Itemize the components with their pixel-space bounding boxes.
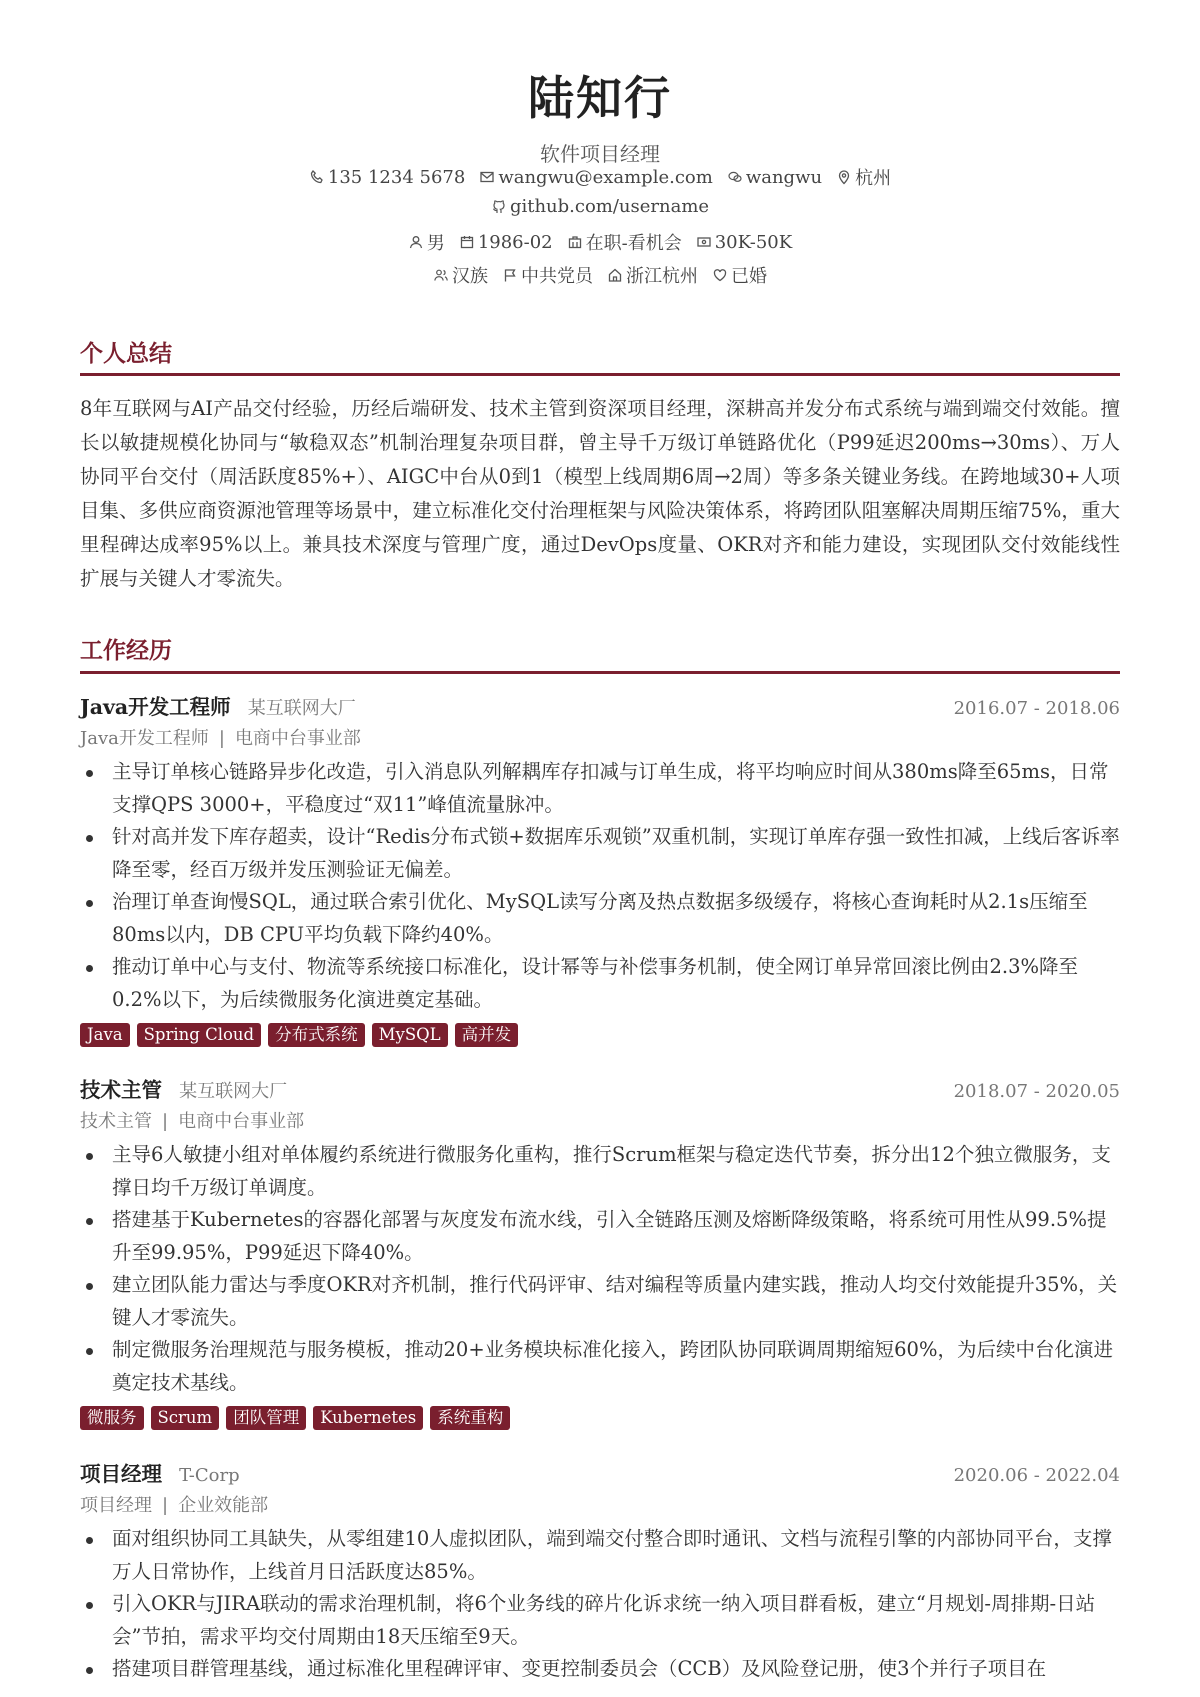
job-position: 技术主管 [80,1111,152,1132]
personal-status [567,229,682,255]
job-date: 2018.07 - 2020.05 [953,1081,1120,1102]
personal-line-1 [0,229,1200,255]
skill-tag: Java [80,1023,130,1047]
experience-divider [80,671,1120,674]
location-icon [836,169,852,185]
job-title: Java开发工程师 [80,695,231,719]
job-company: 某互联网大厂 [247,698,356,719]
skill-tag: 微服务 [80,1406,144,1430]
heart-icon [712,267,728,283]
job-bullet: 主导订单核心链路异步化改造，引入消息队列解耦库存扣减与订单生成，将平均响应时间从380ms降至65ms，日常支撑QPS 3000+，平稳度过“双11”峰值流量脉冲。 [80,756,1120,821]
personal-hometown [607,262,698,288]
contact-wechat[interactable] [727,167,822,188]
mail-icon [479,169,495,185]
candidate-role: 软件项目经理 [540,142,660,166]
ethnicity-text: 汉族 [452,266,488,287]
skill-tag: Scrum [151,1406,220,1430]
contact-github[interactable] [491,196,709,217]
skill-tag: 团队管理 [226,1406,306,1430]
job-subtitle [80,722,1120,756]
group-icon [433,267,449,283]
phone-icon [309,169,325,185]
job-header [80,690,1120,722]
marital-text: 已婚 [731,266,767,287]
salary-text: 30K-50K [714,231,793,253]
status-text: 在职-看机会 [585,233,682,254]
summary-divider [80,373,1120,376]
birth-text: 1986-02 [477,231,553,253]
job-bullet: 搭建项目群管理基线，通过标准化里程碑评审、变更控制委员会（CCB）及风险登记册，使3个并行子项目在 [80,1653,1120,1686]
github-text: github.com/username [509,196,710,217]
personal-gender [408,229,445,255]
city-text: 杭州 [855,168,892,189]
job-bullet: 搭建基于Kubernetes的容器化部署与灰度发布流水线，引入全链路压测及熔断降级策略，将系统可用性从99.5%提升至99.95%，P99延迟下降40%。 [80,1204,1120,1269]
wechat-text: wangwu [745,166,823,188]
job-title: 技术主管 [80,1078,162,1102]
skill-tag: Spring Cloud [137,1023,262,1047]
contact-email[interactable] [479,167,713,188]
flag-icon [502,267,518,283]
email-text: wangwu@example.com [498,166,713,188]
skill-tag: 系统重构 [430,1406,510,1430]
briefcase-icon [567,234,583,250]
job-department: 电商中台事业部 [178,1111,305,1132]
job-bullet: 引入OKR与JIRA联动的需求治理机制，将6个业务线的碎片化诉求统一纳入项目群看板，建立“月规划-周排期-日站会”节拍，需求平均交付周期由18天压缩至9天。 [80,1588,1120,1653]
job-bullet: 制定微服务治理规范与服务模板，推动20+业务模块标准化接入，跨团队协同联调周期缩短60%，为后续中台化演进奠定技术基线。 [80,1334,1120,1399]
job-bullets [80,1139,1120,1399]
github-line [0,196,1200,217]
summary-text: 8年互联网与AI产品交付经验，历经后端研发、技术主管到资深项目经理，深耕高并发分布式系统与端到端交付效能。擅长以敏捷规模化协同与“敏稳双态”机制治理复杂项目群，曾主导千万级订单链路优化（P99延迟200ms→30ms）、万人协同平台交付（周活跃度85%+）、AIGC中台从0到1（模型上线周期6周→2周）等多条关键业务线。在跨地域30+人项目集、多供应商资源池管理等场景中，建立标准化交付治理框架与风险决策体系，将跨团队阻塞解决周期压缩75%，重大里程碑达成率95%以上。兼具技术深度与管理广度，通过DevOps度量、OKR对齐和能力建设，实现团队交付效能线性扩展与关键人才零流失。 [80,397,1120,590]
separator: | [162,1111,169,1132]
personal-politics [502,262,593,288]
experience-title: 工作经历 [80,637,172,664]
skill-tag: Kubernetes [313,1406,423,1430]
separator: | [218,728,225,749]
job-company: 某互联网大厂 [179,1081,288,1102]
github-icon [491,199,507,215]
job-entry [80,1073,1120,1430]
job-date: 2020.06 - 2022.04 [953,1465,1120,1486]
job-bullet: 主导6人敏捷小组对单体履约系统进行微服务化重构，推行Scrum框架与稳定迭代节奏，拆分出12个独立微服务，支撑日均千万级订单调度。 [80,1139,1120,1204]
personal-line-2 [0,262,1200,288]
job-bullet: 推动订单中心与支付、物流等系统接口标准化，设计幂等与补偿事务机制，使全网订单异常回滚比例由2.3%降至0.2%以下，为后续微服务化演进奠定基础。 [80,951,1120,1016]
job-bullets [80,756,1120,1016]
job-bullet: 针对高并发下库存超卖，设计“Redis分布式锁+数据库乐观锁”双重机制，实现订单库存强一致性扣减，上线后客诉率降至零，经百万级并发压测验证无偏差。 [80,821,1120,886]
job-tags [80,1406,1120,1430]
calendar-icon [459,234,475,250]
job-department: 电商中台事业部 [234,728,361,749]
contact-line [0,164,1200,190]
job-bullet: 建立团队能力雷达与季度OKR对齐机制，推行代码评审、结对编程等质量内建实践，推动人均交付效能提升35%，关键人才零流失。 [80,1269,1120,1334]
home-icon [607,267,623,283]
job-subtitle [80,1489,1120,1523]
skill-tag: MySQL [372,1023,448,1047]
job-entry [80,690,1120,1047]
skill-tag: 分布式系统 [268,1023,365,1047]
gender-text: 男 [426,233,445,254]
wallet-icon [696,234,712,250]
job-header [80,1457,1120,1489]
personal-ethnicity [433,262,488,288]
job-tags [80,1023,1120,1047]
personal-marital [712,262,767,288]
job-date: 2016.07 - 2018.06 [953,698,1120,719]
politics-text: 中共党员 [521,266,593,287]
job-bullet: 治理订单查询慢SQL，通过联合索引优化、MySQL读写分离及热点数据多级缓存，将核心查询耗时从2.1s压缩至80ms以内，DB CPU平均负载下降约40%。 [80,886,1120,951]
job-title: 项目经理 [80,1462,162,1486]
job-company: T-Corp [179,1465,240,1486]
personal-salary [696,232,792,253]
contact-phone[interactable] [309,167,465,188]
job-position: Java开发工程师 [80,728,209,749]
separator: | [162,1495,169,1516]
job-department: 企业效能部 [178,1495,269,1516]
phone-text: 135 1234 5678 [327,166,466,188]
candidate-name: 陆知行 [528,71,672,125]
job-bullets [80,1523,1120,1686]
personal-birth [459,232,553,253]
skill-tag: 高并发 [455,1023,519,1047]
summary-title: 个人总结 [80,340,172,367]
hometown-text: 浙江杭州 [626,266,698,287]
job-bullet: 面对组织协同工具缺失，从零组建10人虚拟团队，端到端交付整合即时通讯、文档与流程引擎的内部协同平台，支撑万人日常协作，上线首月日活跃度达85%。 [80,1523,1120,1588]
job-entry [80,1457,1120,1686]
job-subtitle [80,1105,1120,1139]
job-header [80,1073,1120,1105]
contact-city [836,164,891,190]
job-position: 项目经理 [80,1495,152,1516]
user-icon [408,234,424,250]
wechat-icon [727,169,743,185]
